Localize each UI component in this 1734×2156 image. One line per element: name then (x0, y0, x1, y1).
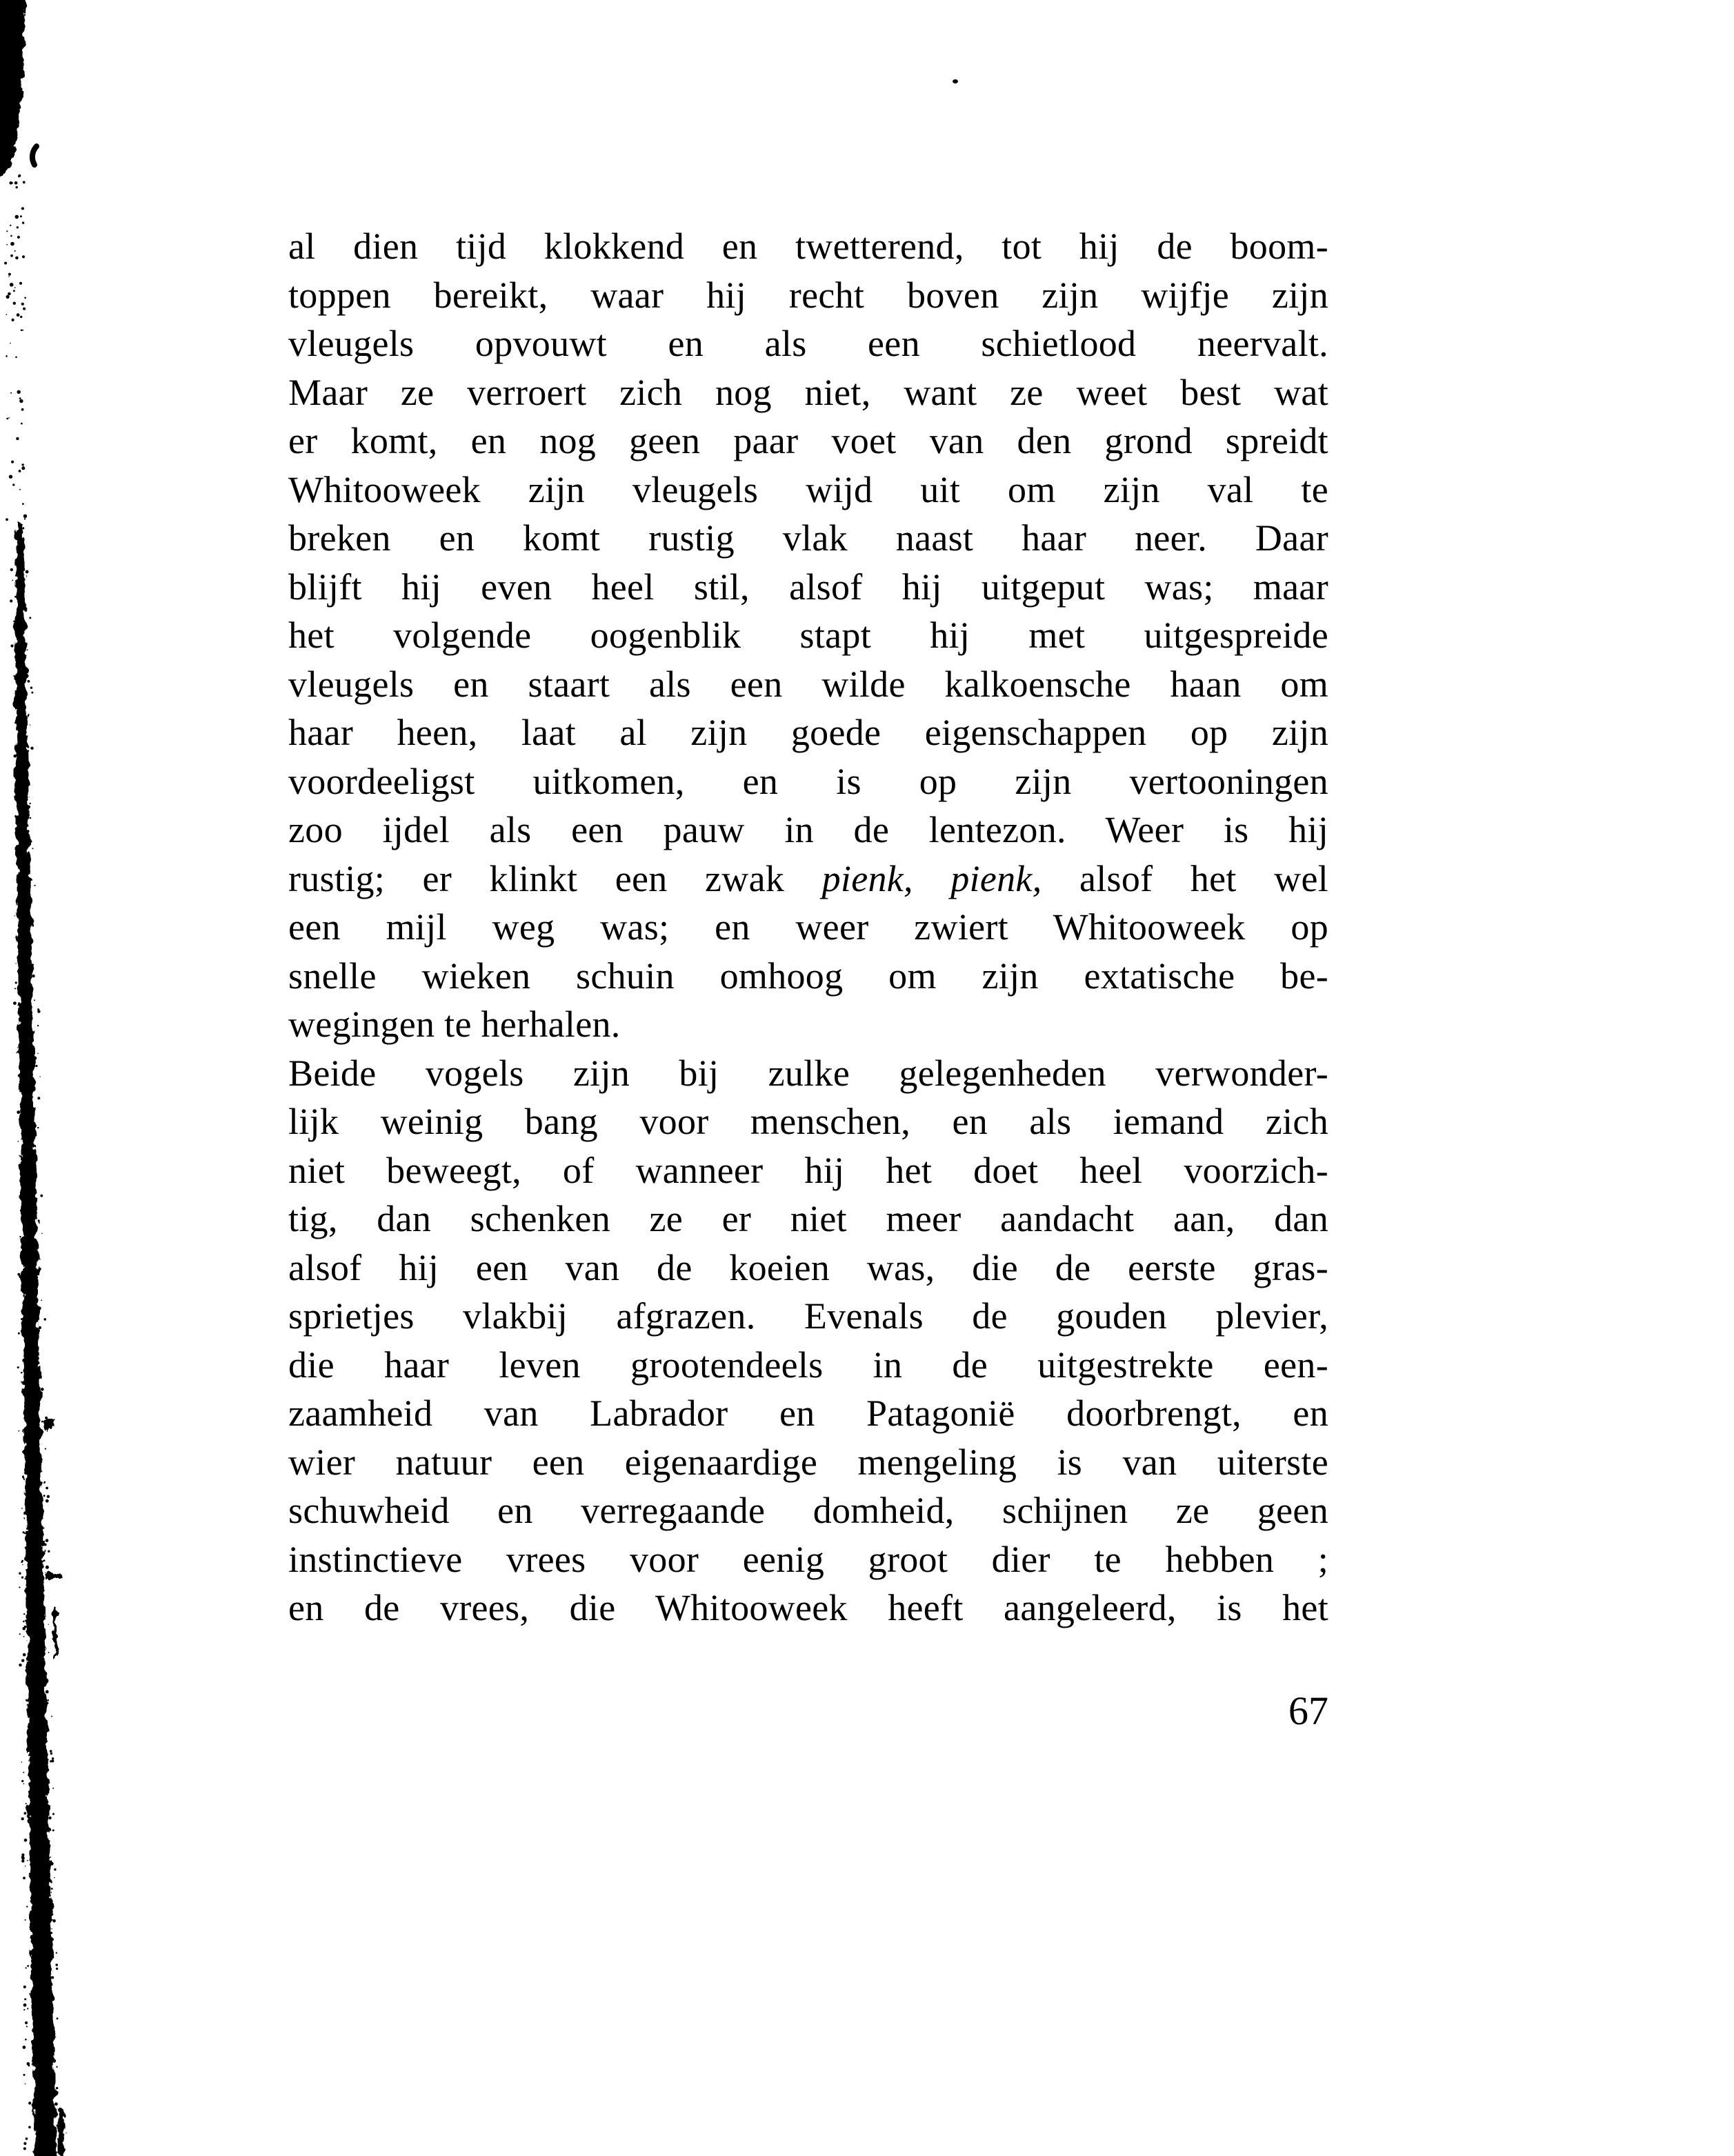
text-segment: niet beweegt, of wanneer hij het doet heel voorzich- (288, 1149, 1328, 1191)
text-line (288, 1486, 1328, 1535)
spine-top-band (0, 0, 26, 178)
text-segment: er komt, en nog geen paar voet van den grond spreidt (288, 420, 1328, 461)
spine-blot (44, 1419, 55, 1428)
text-segment: alsof het wel (1042, 857, 1329, 899)
text-segment: rustig; er klinkt een zwak (288, 857, 822, 899)
text-line (288, 1146, 1328, 1195)
spine-lower-band (15, 521, 57, 2156)
scan-curved-mark (32, 146, 37, 165)
text-line (288, 855, 1328, 904)
text-segment: het volgende oogenblik stapt hij met uitgespreide (288, 615, 1328, 656)
text-segment: instinctieve vrees voor eenig groot dier te hebben ; (288, 1538, 1328, 1580)
text-segment: vleugels opvouwt en als een schietlood neervalt. (288, 323, 1328, 364)
text-segment: tig, dan schenken ze er niet meer aandacht aan, dan (288, 1198, 1328, 1239)
text-segment: Maar ze verroert zich nog niet, want ze weet best wat (288, 371, 1328, 413)
text-line (288, 1438, 1328, 1487)
text-segment: sprietjes vlakbij afgrazen. Evenals de gouden plevier, (288, 1295, 1328, 1337)
text-segment: alsof hij een van de koeien was, die de eerste gras- (288, 1246, 1328, 1288)
body-text-block (288, 222, 1328, 1633)
text-line (288, 466, 1328, 515)
text-line (288, 417, 1328, 466)
text-segment: Beide vogels zijn bij zulke gelegenheden verwonder- (288, 1052, 1328, 1094)
text-segment: een mijl weg was; en weer zwiert Whitooweek op (288, 906, 1328, 948)
text-line (288, 1389, 1328, 1438)
text-line (288, 1000, 1328, 1049)
text-line (288, 1584, 1328, 1633)
text-line (288, 611, 1328, 660)
text-line (288, 708, 1328, 757)
text-segment: blijft hij even heel stil, alsof hij uitgeput was; maar (288, 566, 1328, 608)
spine-streak (54, 1607, 57, 1659)
text-segment: breken en komt rustig vlak naast haar neer. Daar (288, 517, 1328, 559)
page-number: 67 (1288, 1688, 1328, 1733)
text-segment: voordeeligst uitkomen, en is op zijn vertooningen (288, 760, 1328, 802)
text-line (288, 757, 1328, 806)
text-segment: die haar leven grootendeels in de uitgestrekte een- (288, 1344, 1328, 1386)
text-line (288, 514, 1328, 563)
text-segment: zaamheid van Labrador en Patagonië doorbrengt, en (288, 1393, 1328, 1434)
text-line (288, 952, 1328, 1001)
text-segment: schuwheid en verregaande domheid, schijnen ze geen (288, 1490, 1328, 1531)
scan-dust-speck (953, 79, 958, 83)
scan-spine-edge-artifact (0, 0, 83, 2156)
text-line (288, 222, 1328, 271)
text-line (288, 1244, 1328, 1292)
text-segment: en de vrees, die Whitooweek heeft aangeleerd, is het (288, 1587, 1328, 1628)
text-line (288, 1341, 1328, 1390)
spine-blot (47, 1573, 62, 1579)
text-segment: zoo ijdel als een pauw in de lentezon. Weer is hij (288, 809, 1328, 850)
text-line (288, 563, 1328, 612)
text-line (288, 1292, 1328, 1341)
text-line (288, 660, 1328, 709)
text-segment: wier natuur een eigenaardige mengeling is van uiterste (288, 1441, 1328, 1483)
text-segment: al dien tijd klokkend en twetterend, tot hij de boom- (288, 226, 1328, 267)
text-segment: vleugels en staart als een wilde kalkoensche haan om (288, 663, 1328, 705)
spine-streak (58, 2109, 65, 2156)
text-line (288, 271, 1328, 320)
text-segment: toppen bereikt, waar hij recht boven zijn wijfje zijn (288, 274, 1328, 316)
text-segment: snelle wieken schuin omhoog om zijn extatische be- (288, 955, 1328, 997)
text-line (288, 368, 1328, 417)
text-line (288, 806, 1328, 855)
text-segment: Whitooweek zijn vleugels wijd uit om zijn val te (288, 468, 1328, 510)
text-line (288, 1049, 1328, 1098)
text-line (288, 1195, 1328, 1244)
text-line (288, 319, 1328, 368)
text-line (288, 1097, 1328, 1146)
text-line (288, 1535, 1328, 1584)
text-segment: haar heen, laat al zijn goede eigenschappen op zijn (288, 712, 1328, 753)
text-segment: wegingen te herhalen. (288, 1004, 621, 1045)
text-segment: lijk weinig bang voor menschen, en als iemand zich (288, 1101, 1328, 1142)
italic-text-segment: pienk, pienk, (821, 857, 1042, 899)
text-line (288, 903, 1328, 952)
